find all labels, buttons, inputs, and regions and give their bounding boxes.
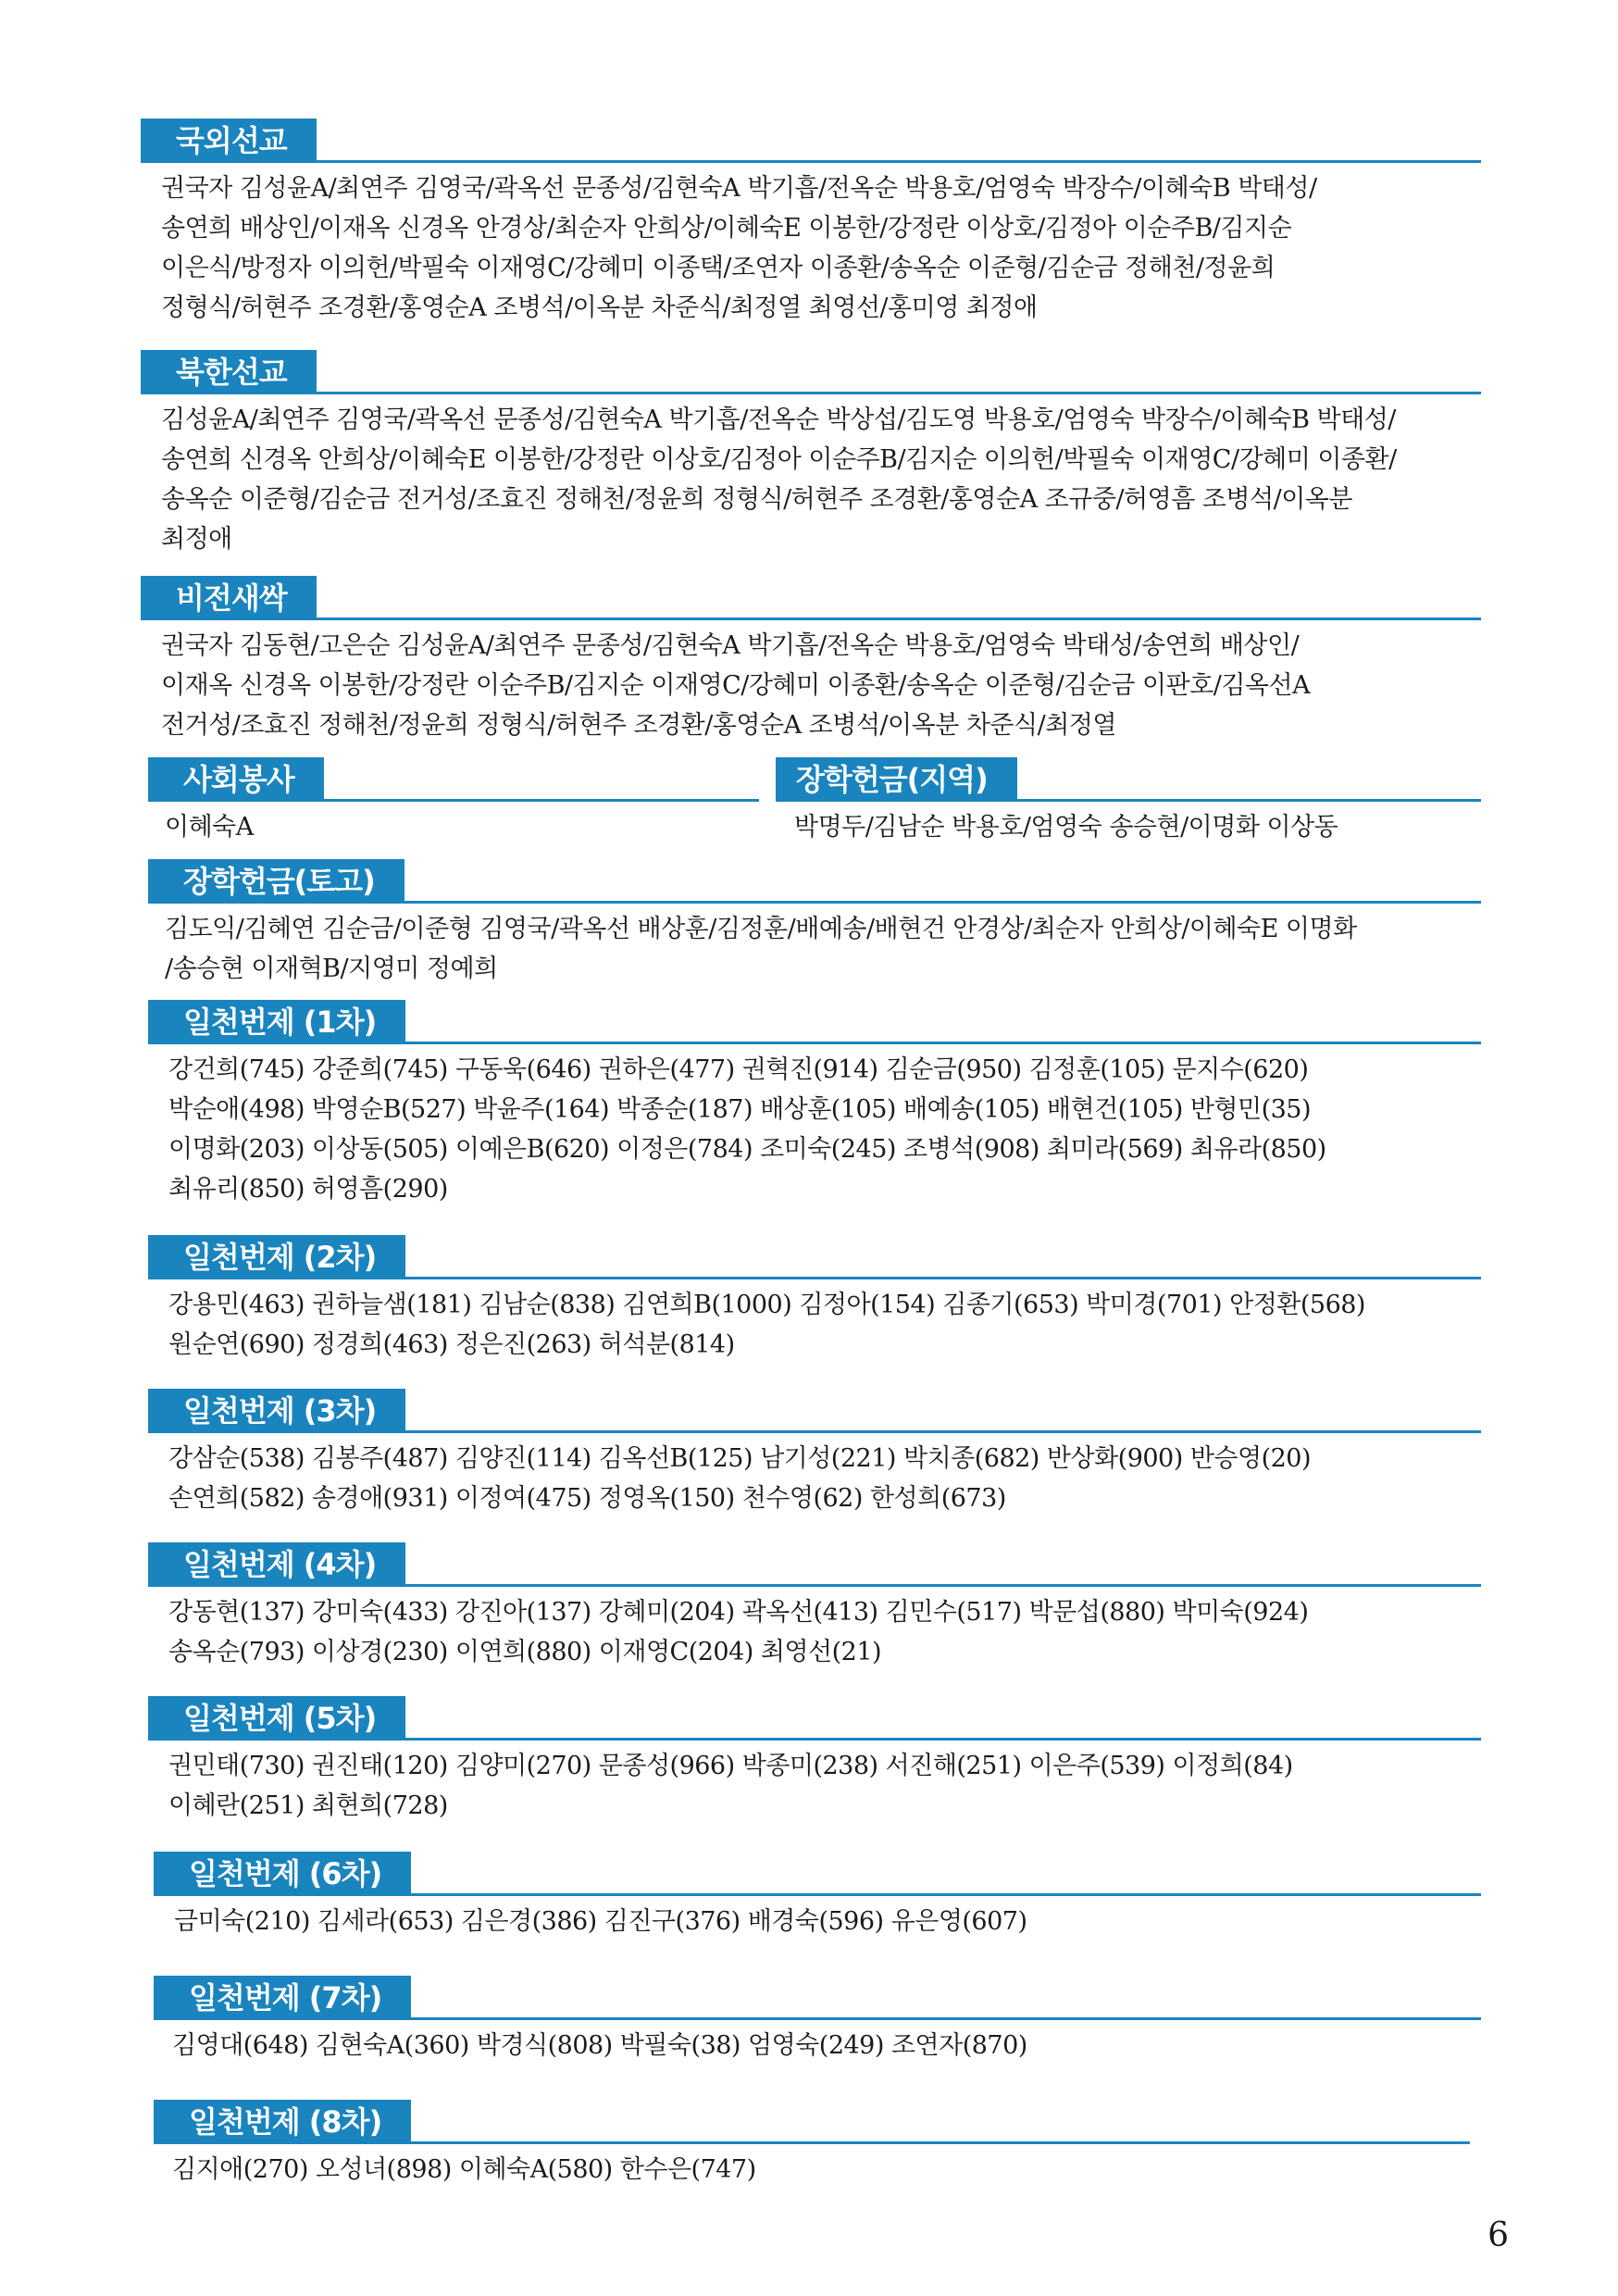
section-text: 금미숙(210) 김세라(653) 김은경(386) 김진구(376) 배경숙(596) 유은영(607): [174, 1907, 1027, 1936]
section-rule: [148, 1042, 1481, 1044]
section-title: 사회봉사: [148, 757, 324, 802]
section-header: [148, 859, 1481, 905]
section-text: 권국자 김동현/고은순 김성윤A/최연주 문종성/김현숙A 박기흡/전옥순 박용호/엄영숙 박태성/송연희 배상인/ 이재옥 신경옥 이봉한/강정란 이순주B/김지순 이재영C/강혜미 이종환/송옥순 이준형/김순금 이판호/김옥선A 전거성/조효진 정해천/정윤희 정형식/허현주 조경환/홍영순A 조병석/이옥분 차준식/최정열: [161, 631, 1311, 740]
section-text: 박명두/김남순 박용호/엄영숙 송승현/이명화 이상동: [794, 813, 1338, 842]
section-overseas-mission: [141, 119, 1481, 328]
section-text: 권국자 김성윤A/최연주 김영국/곽옥선 문종성/김현숙A 박기흡/전옥순 박용호/엄영숙 박장수/이혜숙B 박태성/ 송연희 배상인/이재옥 신경옥 안경상/최순자 안희상/이혜숙E 이봉한/강정란 이상호/김정아 이순주B/김지순 이은식/방정자 이의헌/박필숙 이재영C/강혜미 이종택/조연자 이종환/송옥순 이준형/김순금 정해천/정윤희 정형식/허현주 조경환/홍영순A 조병석/이옥분 차준식/최정열 최영선/홍미영 최정애: [161, 174, 1317, 322]
section-header: [148, 757, 759, 804]
section-rule: [141, 160, 1481, 163]
section-offering-3: [148, 1389, 1481, 1518]
section-title: 일천번제 (2차): [148, 1235, 405, 1279]
section-offering-8: [154, 2100, 1470, 2190]
section-text: 강동현(137) 강미숙(433) 강진아(137) 강혜미(204) 곽옥선(413) 김민수(517) 박문섭(880) 박미숙(924) 송옥순(793) 이상경(230) 이연희(880) 이재영C(204) 최영선(21): [168, 1598, 1309, 1666]
section-title: 일천번제 (4차): [148, 1542, 405, 1587]
section-header: [148, 1000, 1481, 1046]
section-text: 김영대(648) 김현숙A(360) 박경식(808) 박필숙(38) 엄영숙(249) 조연자(870): [172, 2031, 1027, 2060]
section-offering-7: [154, 1976, 1481, 2065]
section-header: [148, 1235, 1481, 1281]
section-title: 일천번제 (1차): [148, 1000, 405, 1044]
section-header: [148, 1542, 1481, 1589]
section-title: 일천번제 (8차): [154, 2100, 411, 2144]
section-rule: [141, 618, 1481, 620]
section-offering-6: [154, 1852, 1481, 1941]
section-title: 북한선교: [141, 350, 317, 394]
section-social-service: [148, 757, 759, 847]
section-offering-2: [148, 1235, 1481, 1365]
section-text: 김도익/김혜연 김순금/이준형 김영국/곽옥선 배상훈/김정훈/배예송/배현건 안경상/최순자 안희상/이혜숙E 이명화 /송승현 이재혁B/지영미 정예희: [165, 915, 1357, 983]
section-header: [141, 576, 1481, 622]
section-offering-5: [148, 1696, 1481, 1826]
section-rule: [148, 1277, 1481, 1279]
section-scholarship-local: [776, 757, 1481, 847]
section-header: [141, 119, 1481, 165]
section-title: 일천번제 (7차): [154, 1976, 411, 2020]
section-vision-sprout: [141, 576, 1481, 745]
section-rule: [154, 2017, 1481, 2020]
section-north-korea-mission: [141, 350, 1481, 559]
section-title: 장학헌금(지역): [776, 757, 1017, 802]
section-text: 강건희(745) 강준희(745) 구동욱(646) 권하은(477) 권혁진(914) 김순금(950) 김정훈(105) 문지수(620) 박순애(498) 박영순B(527) 박윤주(164) 박종순(187) 배상훈(105) 배예송(105) 배현건(105) 반형민(35) 이명화(203) 이상동(505) 이예은B(620) 이정은(784) 조미숙(245) 조병석(908) 최미라(569) 최유라(850) 최유리(850) 허영흠(290): [168, 1055, 1326, 1204]
section-rule: [148, 799, 759, 802]
section-header: [776, 757, 1481, 804]
section-rule: [148, 1738, 1481, 1741]
section-header: [154, 2100, 1470, 2146]
section-title: 국외선교: [141, 119, 317, 163]
section-title: 일천번제 (3차): [148, 1389, 405, 1433]
section-rule: [148, 901, 1481, 904]
section-rule: [148, 1430, 1481, 1433]
section-text: 김지애(270) 오성녀(898) 이혜숙A(580) 한수은(747): [172, 2155, 756, 2184]
section-text: 이혜숙A: [165, 813, 254, 842]
section-text: 강용민(463) 권하늘샘(181) 김남순(838) 김연희B(1000) 김정아(154) 김종기(653) 박미경(701) 안정환(568) 원순연(690) 정경희(463) 정은진(263) 허석분(814): [168, 1291, 1365, 1359]
section-title: 일천번제 (6차): [154, 1852, 411, 1896]
section-offering-1: [148, 1000, 1481, 1209]
section-scholarship-togo: [148, 859, 1481, 989]
section-title: 비전새싹: [141, 576, 317, 620]
section-rule: [154, 1893, 1481, 1896]
section-title: 일천번제 (5차): [148, 1696, 405, 1741]
section-header: [154, 1852, 1481, 1898]
section-header: [154, 1976, 1481, 2022]
section-title: 장학헌금(토고): [148, 859, 404, 904]
section-rule: [776, 799, 1481, 802]
section-header: [148, 1389, 1481, 1435]
section-rule: [154, 2141, 1470, 2144]
section-text: 강삼순(538) 김봉주(487) 김양진(114) 김옥선B(125) 남기성(221) 박치종(682) 반상화(900) 반승영(20) 손연희(582) 송경애(931) 이정여(475) 정영옥(150) 천수영(62) 한성희(673): [168, 1444, 1312, 1513]
section-offering-4: [148, 1542, 1481, 1672]
section-rule: [141, 392, 1481, 394]
section-header: [148, 1696, 1481, 1742]
section-rule: [148, 1584, 1481, 1587]
page-number: 6: [1487, 2216, 1509, 2254]
section-header: [141, 350, 1481, 396]
section-text: 김성윤A/최연주 김영국/곽옥선 문종성/김현숙A 박기흡/전옥순 박상섭/김도영 박용호/엄영숙 박장수/이혜숙B 박태성/ 송연희 신경옥 안희상/이혜숙E 이봉한/강정란 이상호/김정아 이순주B/김지순 이의헌/박필숙 이재영C/강혜미 이종환/ 송옥순 이준형/김순금 전거성/조효진 정해천/정윤희 정형식/허현주 조경환/홍영순A 조규중/허영흠 조병석/이옥분 최정애: [161, 406, 1397, 554]
section-text: 권민태(730) 권진태(120) 김양미(270) 문종성(966) 박종미(238) 서진해(251) 이은주(539) 이정희(84) 이혜란(251) 최현희(728): [168, 1752, 1293, 1820]
